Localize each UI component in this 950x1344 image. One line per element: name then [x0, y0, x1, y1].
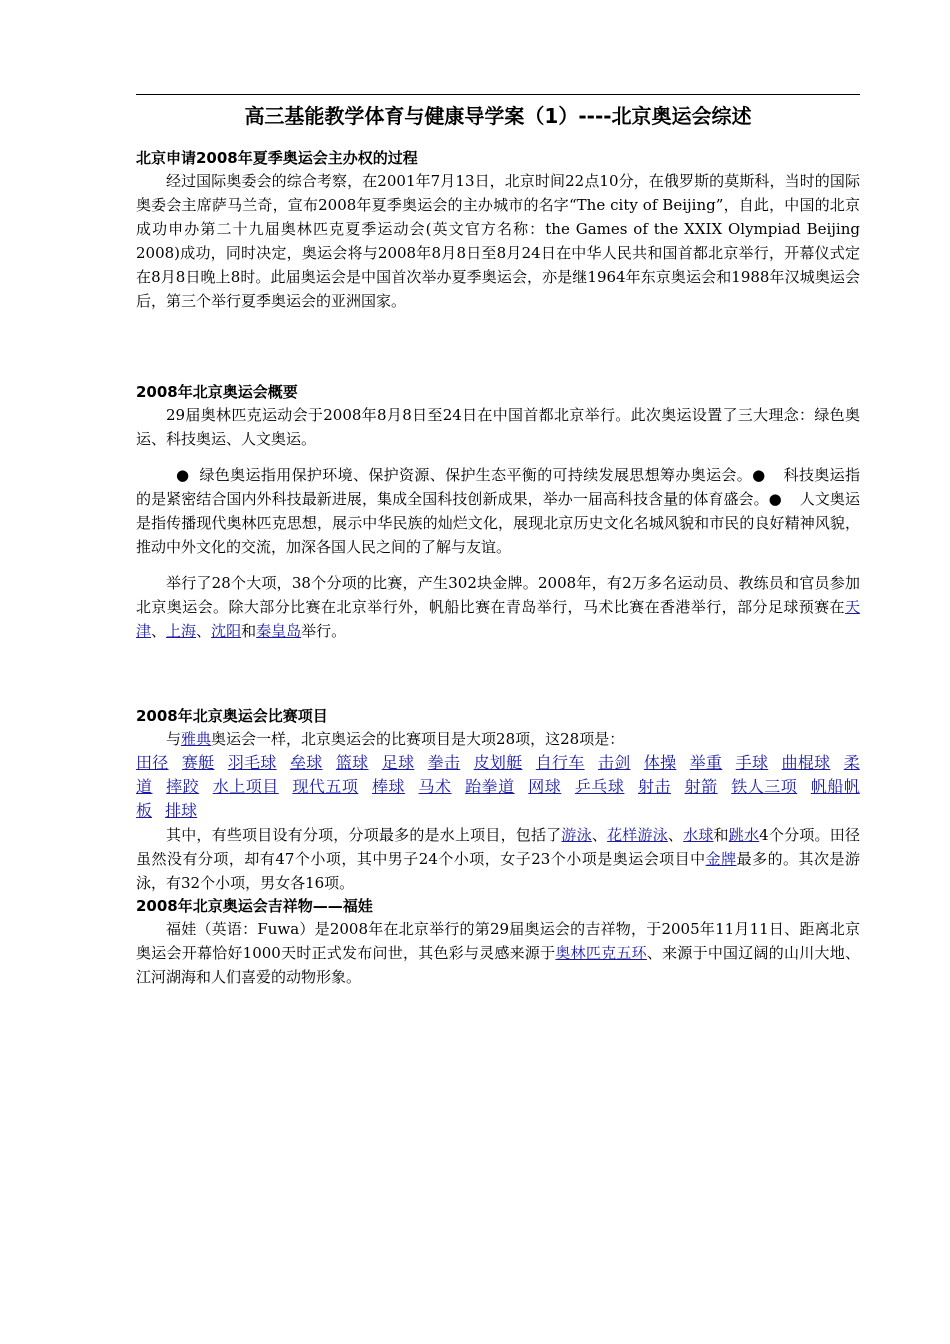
sport-link[interactable]: 马术 [418, 777, 452, 796]
sport-link[interactable]: 水上项目 [212, 777, 279, 796]
sport-link[interactable]: 柔道 [136, 753, 860, 796]
section-heading-bid: 北京申请2008年夏季奥运会主办权的过程 [136, 149, 418, 167]
link-qinhuangdao[interactable]: 秦皇岛 [256, 622, 302, 640]
separator: 、 [196, 622, 212, 640]
sport-link[interactable]: 网球 [528, 777, 562, 796]
paragraph-three-concepts [136, 463, 860, 559]
events-text: 举行了28个大项，38个分项的比赛，产生302块金牌。2008年，有2万多名运动员、教练员和官员参加北京奥运会。除大部分比赛在北京举行外，帆船比赛在青岛举行，马术比赛在香港举行，部分足球预赛在 [136, 574, 860, 616]
link-olympic-rings[interactable]: 奥林匹克五环 [555, 944, 647, 962]
sport-link[interactable]: 摔跤 [166, 777, 200, 796]
events-end: 举行。 [301, 622, 347, 640]
link-shenyang[interactable]: 沈阳 [211, 622, 242, 640]
sport-link[interactable]: 皮划艇 [473, 753, 523, 772]
subevents-text: 其中，有些项目设有分项，分项最多的是水上项目，包括了 [166, 826, 562, 844]
paragraph-overview-intro: 29届奥林匹克运动会于2008年8月8日至24日在中国首都北京举行。此次奥运设置了三大理念：绿色奥运、科技奥运、人文奥运。 [136, 406, 860, 448]
sport-link[interactable]: 乒乓球 [574, 777, 625, 796]
paragraph-sports-intro [136, 727, 860, 751]
sport-link[interactable]: 足球 [381, 753, 415, 772]
intro-text: 奥运会一样，北京奥运会的比赛项目是大项28项，这28项是： [211, 730, 625, 748]
sport-link[interactable]: 垒球 [289, 753, 323, 772]
paragraph-mascot [136, 917, 860, 989]
sport-link[interactable]: 篮球 [335, 753, 369, 772]
subevents-text: 最多的。其次是游泳，有32个小项，男女各16项。 [136, 850, 860, 892]
section-heading-sports: 2008年北京奥运会比赛项目 [136, 707, 328, 725]
sport-link[interactable]: 自行车 [535, 753, 585, 772]
sport-link[interactable]: 跆拳道 [465, 777, 515, 796]
sport-link[interactable]: 羽毛球 [227, 753, 277, 772]
section-heading-overview: 2008年北京奥运会概要 [136, 383, 298, 401]
link-swimming[interactable]: 游泳 [561, 826, 592, 844]
link-water-polo[interactable]: 水球 [683, 826, 714, 844]
link-athens[interactable]: 雅典 [181, 730, 212, 748]
sport-link[interactable]: 举重 [689, 753, 723, 772]
separator: 、 [667, 826, 684, 844]
concept-green: 绿色奥运指用保护环境、保护资源、保护生态平衡的可持续发展思想筹办奥运会。 [199, 466, 753, 484]
link-tianjin[interactable]: 天津 [136, 598, 860, 640]
concept-tech: 科技奥运指的是紧密结合国内外科技最新进展，集成全国科技创新成果，举办一届高科技含量的体育盛会。 [136, 466, 861, 508]
paragraph-events [136, 571, 860, 643]
mascot-text: 福娃（英语：Fuwa）是2008年在北京举行的第29届奥运会的吉祥物，于2005年11月11日、距离北京奥运会开幕恰好1000天时正式发布问世，其色彩与灵感来源于 [136, 920, 860, 962]
bullet-icon: ● [768, 490, 782, 508]
sport-link[interactable]: 曲棍球 [781, 753, 831, 772]
sport-link[interactable]: 射击 [637, 777, 671, 796]
link-diving[interactable]: 跳水 [728, 826, 760, 844]
page-title: 高三基能教学体育与健康导学案（1）----北京奥运会综述 [244, 104, 752, 128]
sport-link[interactable]: 帆船帆板 [136, 777, 860, 820]
conjunction: 和 [713, 826, 729, 844]
sport-link[interactable]: 体操 [643, 753, 677, 772]
document-page [136, 94, 860, 989]
link-gold-medal[interactable]: 金牌 [705, 850, 737, 868]
link-shanghai[interactable]: 上海 [166, 622, 197, 640]
intro-text: 与 [166, 730, 182, 748]
conjunction: 和 [241, 622, 257, 640]
paragraph-subevents [136, 823, 860, 895]
sport-link[interactable]: 现代五项 [292, 777, 359, 796]
concept-human: 人文奥运是指传播现代奥林匹克思想，展示中华民族的灿烂文化，展现北京历史文化名城风貌和市民的良好精神风貌，推动中外文化的交流，加深各国人民之间的了解与友谊。 [136, 490, 860, 556]
mascot-text: 、来源于中国辽阔的山川大地、 江河湖海和人们喜爱的动物形象。 [136, 944, 860, 986]
bullet-icon: ● [176, 466, 190, 484]
section-heading-mascot: 2008年北京奥运会吉祥物——福娃 [136, 897, 373, 915]
sports-link-list [136, 751, 860, 823]
sport-link[interactable]: 赛艇 [181, 753, 215, 772]
sport-link[interactable]: 射箭 [684, 777, 718, 796]
subevents-text: 4个分项。田径虽然没有分项，却有47个小项，其中男子24个小项，女子23个小项是奥运会项目中 [136, 826, 860, 868]
bullet-icon: ● [752, 466, 766, 484]
sport-link[interactable]: 拳击 [427, 753, 461, 772]
paragraph-bid: 经过国际奥委会的综合考察，在2001年7月13日，北京时间22点10分，在俄罗斯的莫斯科，当时的国际奥委会主席萨马兰奇，宣布2008年夏季奥运会的主办城市的名字“The city of Beijing”，自此，中国的北京成功申办第二十九届奥林匹克夏季运动会(英文官方名称：the Games of the XXIX Olympiad Beijing 2008)成功，同时决定，奥运会将与2008年8月8日至8月24日在中华人民共和国首都北京举行，开幕仪式定在8月8日晚上8时。此届奥运会是中国首次举办夏季奥运会，亦是继1964年东京奥运会和1988年汉城奥运会后，第三个举行夏季奥运会的亚洲国家。 [136, 172, 860, 310]
separator: 、 [591, 826, 608, 844]
sport-link[interactable]: 铁人三项 [731, 777, 798, 796]
separator: 、 [151, 622, 167, 640]
sport-link[interactable]: 田径 [136, 753, 169, 772]
sport-link[interactable]: 排球 [165, 801, 198, 820]
link-synchronized-swimming[interactable]: 花样游泳 [607, 826, 668, 844]
sport-link[interactable]: 手球 [735, 753, 769, 772]
sport-link[interactable]: 击剑 [597, 753, 631, 772]
sport-link[interactable]: 棒球 [371, 777, 405, 796]
header-rule [136, 94, 860, 95]
